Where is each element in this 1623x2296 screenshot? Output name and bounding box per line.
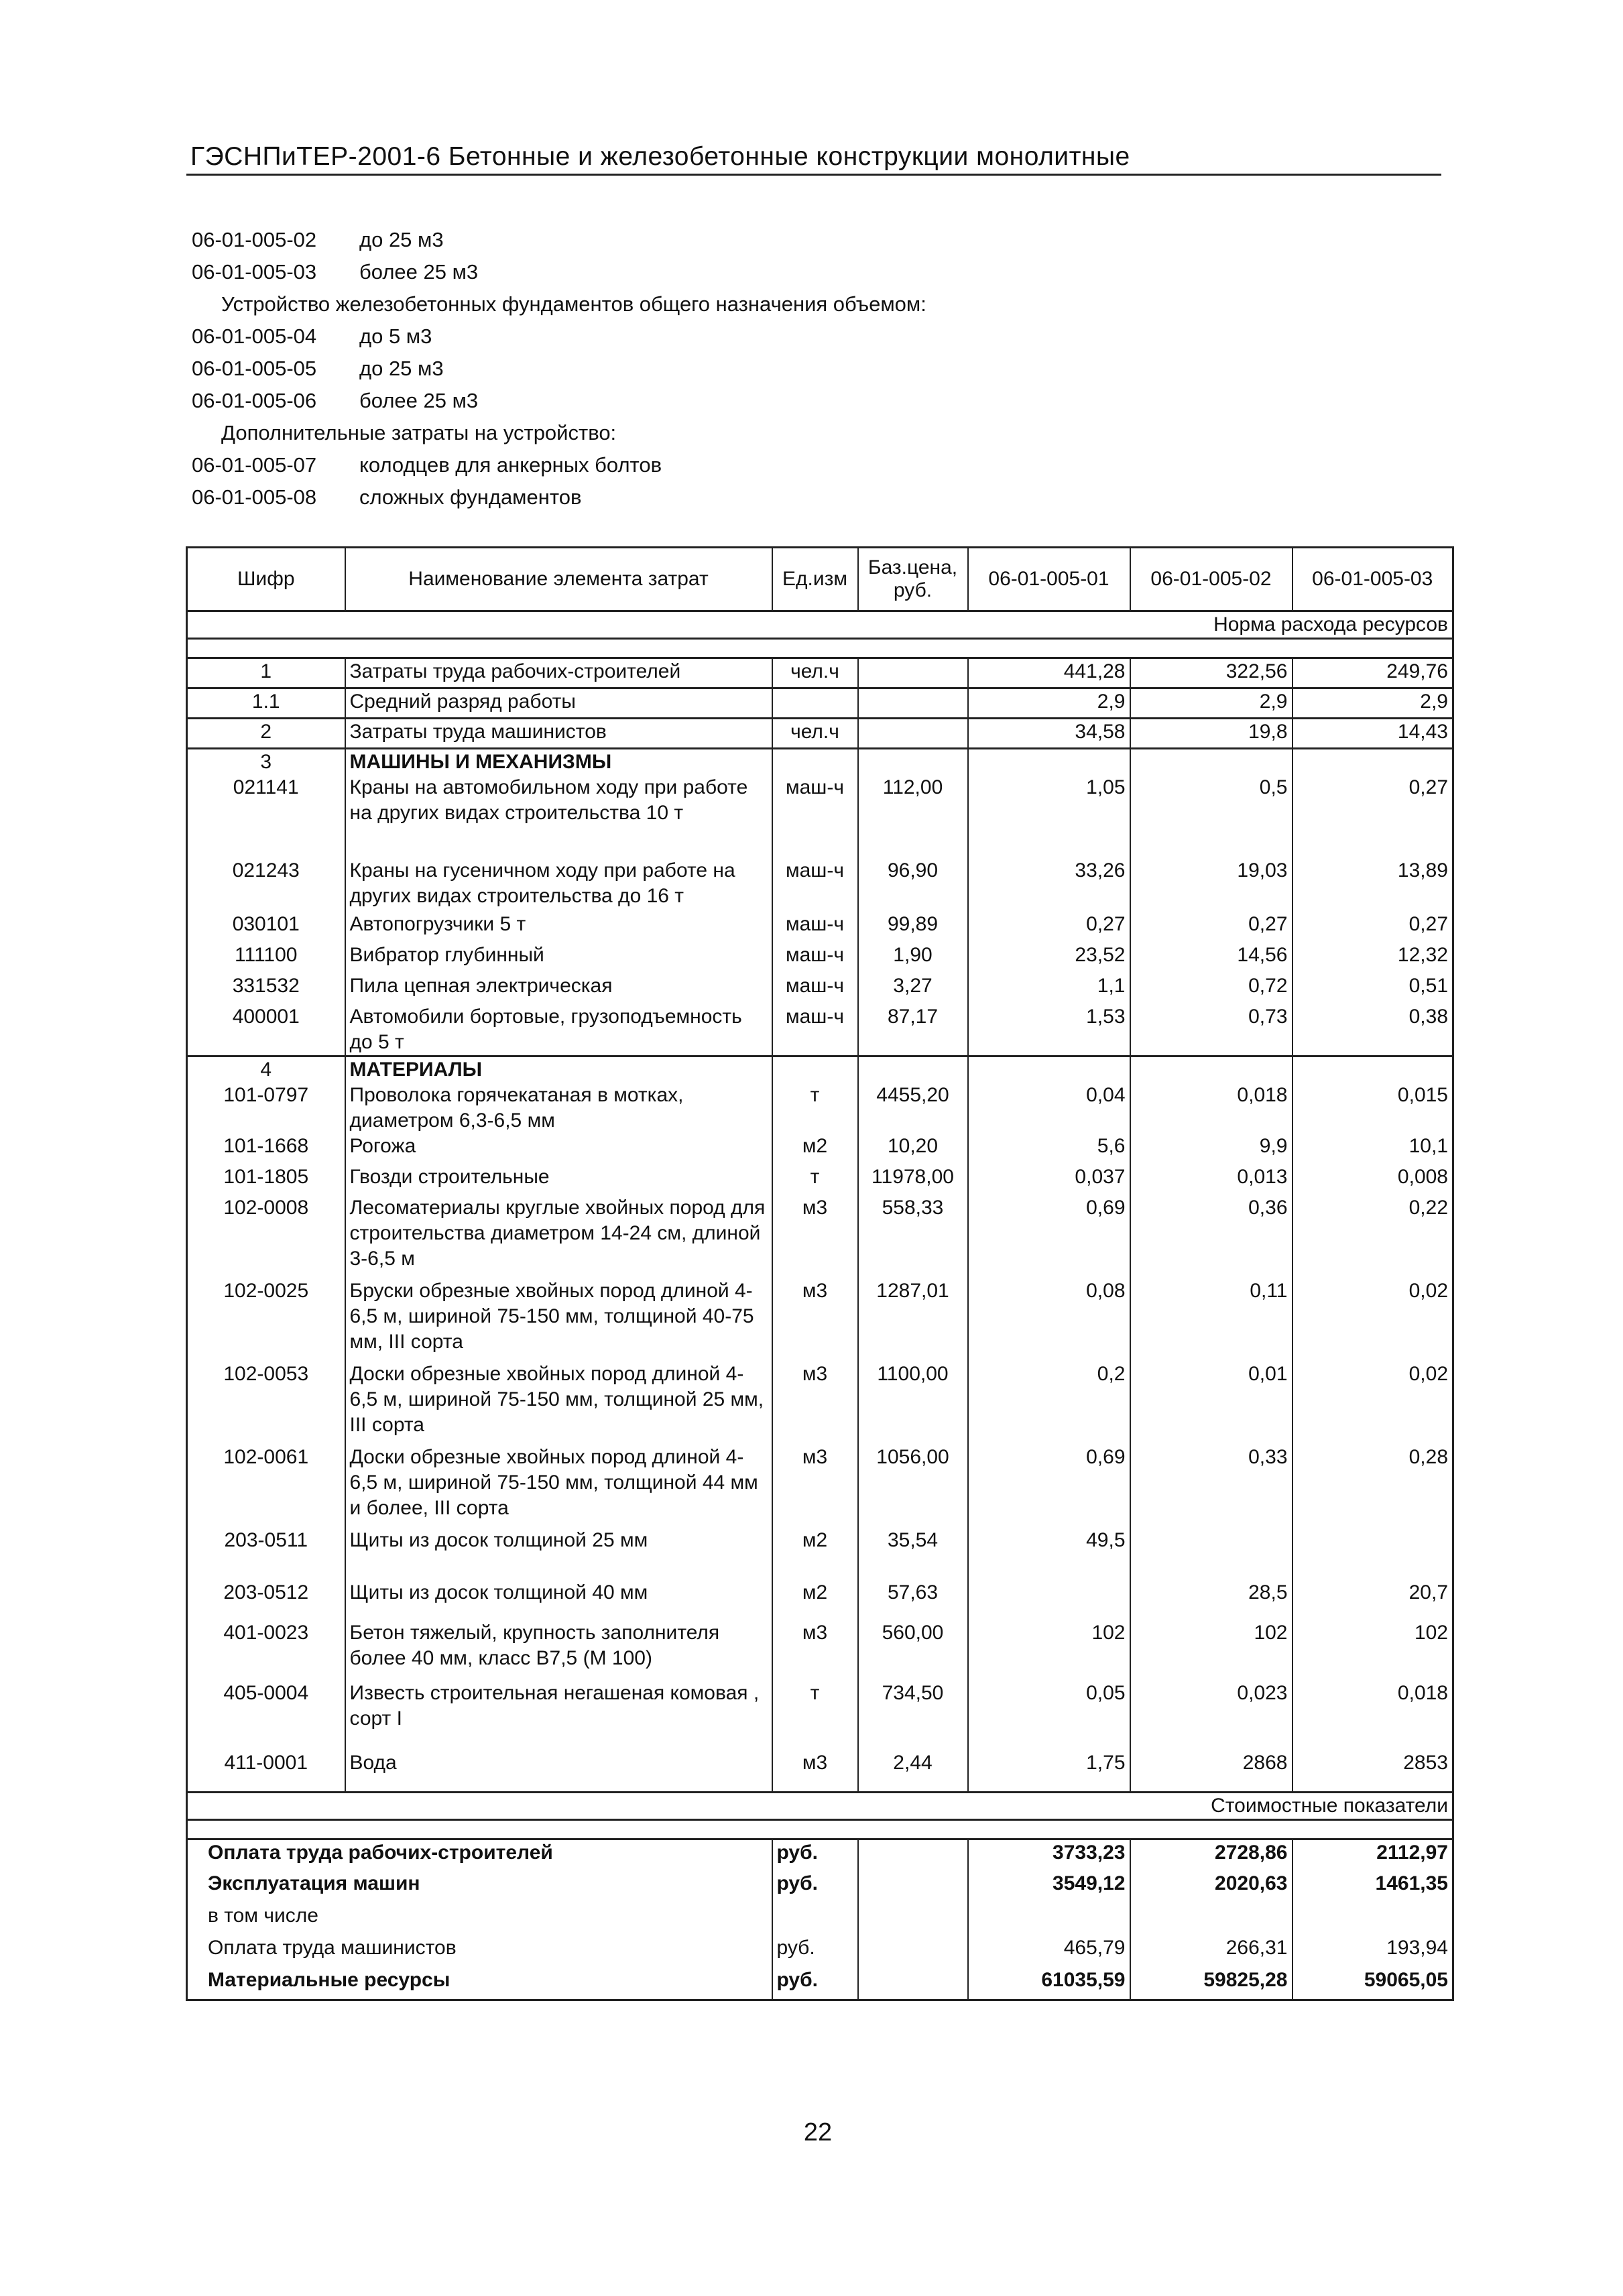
row-name: Вибратор глубинный <box>345 943 772 973</box>
row-value-3: 20,7 <box>1293 1580 1453 1620</box>
cost-row <box>187 1839 1453 1871</box>
row-price: 96,90 <box>858 858 968 912</box>
row-code: 102-0008 <box>187 1195 345 1278</box>
row-value-3: 12,32 <box>1293 943 1453 973</box>
row-name: Затраты труда машинистов <box>345 719 772 749</box>
row-value-2: 0,33 <box>1130 1445 1293 1528</box>
row-unit: чел.ч <box>772 658 858 688</box>
row-name: Краны на автомобильном ходу при работе на других видах строительства 10 т <box>345 775 772 858</box>
intro-description: более 25 м3 <box>359 389 479 412</box>
intro-code: 06-01-005-07 <box>192 453 317 477</box>
empty-cell <box>858 1056 968 1083</box>
empty-cell <box>858 1839 968 1871</box>
row-value-2: 0,01 <box>1130 1362 1293 1445</box>
row-price <box>858 688 968 719</box>
row-value-2: 9,9 <box>1130 1134 1293 1164</box>
row-name: Проволока горячекатаная в мотках, диаметром 6,3-6,5 мм <box>345 1083 772 1134</box>
section-title: МАШИНЫ И МЕХАНИЗМЫ <box>345 749 772 776</box>
row-value-1: 33,26 <box>968 858 1130 912</box>
material-row <box>187 1681 1453 1750</box>
row-value-2: 0,023 <box>1130 1681 1293 1750</box>
cost-name: Эксплуатация машин <box>187 1871 772 1903</box>
row-value-3: 0,22 <box>1293 1195 1453 1278</box>
row-value-2: 0,72 <box>1130 973 1293 1004</box>
empty-cell <box>968 1056 1130 1083</box>
intro-description: до 25 м3 <box>359 228 444 251</box>
row-value-3: 10,1 <box>1293 1134 1453 1164</box>
row-price: 87,17 <box>858 1004 968 1056</box>
intro-code: 06-01-005-04 <box>192 324 317 348</box>
row-code: 203-0511 <box>187 1528 345 1580</box>
cost-value-1: 61035,59 <box>968 1968 1130 2000</box>
header-col-1: 06-01-005-01 <box>968 548 1130 611</box>
row-name: Бетон тяжелый, крупность заполнителя более 40 мм, класс В7,5 (М 100) <box>345 1620 772 1681</box>
intro-code: 06-01-005-05 <box>192 357 317 380</box>
intro-description: сложных фундаментов <box>359 485 582 509</box>
row-unit: м3 <box>772 1195 858 1278</box>
row-value-2: 0,36 <box>1130 1195 1293 1278</box>
row-value-2: 322,56 <box>1130 658 1293 688</box>
empty-cell <box>772 749 858 776</box>
row-unit: м3 <box>772 1620 858 1681</box>
machine-row <box>187 943 1453 973</box>
header-name: Наименование элемента затрат <box>345 548 772 611</box>
row-code: 101-1668 <box>187 1134 345 1164</box>
row-code: 411-0001 <box>187 1750 345 1792</box>
cost-value-3: 2112,97 <box>1293 1839 1453 1871</box>
cost-value-3: 59065,05 <box>1293 1968 1453 2000</box>
intro-code: 06-01-005-08 <box>192 485 317 509</box>
row-price: 2,44 <box>858 1750 968 1792</box>
material-row <box>187 1362 1453 1445</box>
row-code: 102-0053 <box>187 1362 345 1445</box>
cost-value-2 <box>1130 1903 1293 1935</box>
row-value-1: 0,04 <box>968 1083 1130 1134</box>
row-name: Щиты из досок толщиной 40 мм <box>345 1580 772 1620</box>
row-name: Вода <box>345 1750 772 1792</box>
empty-cell <box>772 1056 858 1083</box>
row-unit: т <box>772 1164 858 1195</box>
row-unit: т <box>772 1681 858 1750</box>
cost-value-1: 3549,12 <box>968 1871 1130 1903</box>
cost-row <box>187 1935 1453 1968</box>
row-value-3: 0,008 <box>1293 1164 1453 1195</box>
machines-section-row <box>187 749 1453 776</box>
empty-cell <box>858 749 968 776</box>
header-unit: Ед.изм <box>772 548 858 611</box>
row-value-2 <box>1130 1528 1293 1580</box>
row-value-2: 102 <box>1130 1620 1293 1681</box>
row-price: 3,27 <box>858 973 968 1004</box>
row-unit: маш-ч <box>772 1004 858 1056</box>
labor-row <box>187 688 1453 719</box>
row-value-1: 441,28 <box>968 658 1130 688</box>
row-name: Гвозди строительные <box>345 1164 772 1195</box>
empty-cell <box>858 1935 968 1968</box>
cost-unit: руб. <box>772 1871 858 1903</box>
row-value-3: 2853 <box>1293 1750 1453 1792</box>
row-value-2: 19,03 <box>1130 858 1293 912</box>
empty-cell <box>858 1903 968 1935</box>
row-unit: чел.ч <box>772 719 858 749</box>
row-value-2: 28,5 <box>1130 1580 1293 1620</box>
row-code: 2 <box>187 719 345 749</box>
row-unit <box>772 688 858 719</box>
row-value-1: 0,69 <box>968 1445 1130 1528</box>
row-price <box>858 658 968 688</box>
row-unit: маш-ч <box>772 912 858 943</box>
cost-value-2: 59825,28 <box>1130 1968 1293 2000</box>
row-value-2: 0,018 <box>1130 1083 1293 1134</box>
cost-value-2: 2728,86 <box>1130 1839 1293 1871</box>
machine-row <box>187 973 1453 1004</box>
empty-cell <box>968 749 1130 776</box>
row-price: 99,89 <box>858 912 968 943</box>
row-value-1: 1,53 <box>968 1004 1130 1056</box>
row-price: 560,00 <box>858 1620 968 1681</box>
intro-code: 06-01-005-03 <box>192 260 317 284</box>
row-value-3: 0,02 <box>1293 1362 1453 1445</box>
material-row <box>187 1164 1453 1195</box>
row-value-3: 14,43 <box>1293 719 1453 749</box>
material-row <box>187 1278 1453 1362</box>
empty-cell <box>1130 1056 1293 1083</box>
empty-cell <box>1130 749 1293 776</box>
row-value-1 <box>968 1580 1130 1620</box>
row-price: 558,33 <box>858 1195 968 1278</box>
cost-value-3 <box>1293 1903 1453 1935</box>
machine-row <box>187 1004 1453 1056</box>
row-name: Затраты труда рабочих-строителей <box>345 658 772 688</box>
cost-value-2: 266,31 <box>1130 1935 1293 1968</box>
row-code: 021141 <box>187 775 345 858</box>
section-code: 3 <box>187 749 345 776</box>
row-price: 57,63 <box>858 1580 968 1620</box>
row-price: 10,20 <box>858 1134 968 1164</box>
labor-row <box>187 719 1453 749</box>
cost-value-3: 1461,35 <box>1293 1871 1453 1903</box>
material-row <box>187 1195 1453 1278</box>
header-code: Шифр <box>187 548 345 611</box>
row-unit: м2 <box>772 1528 858 1580</box>
row-code: 1.1 <box>187 688 345 719</box>
row-code: 400001 <box>187 1004 345 1056</box>
spacer-row <box>187 1819 1453 1839</box>
row-value-2: 14,56 <box>1130 943 1293 973</box>
intro-code: 06-01-005-06 <box>192 389 317 412</box>
cost-unit: руб. <box>772 1935 858 1968</box>
row-value-2: 2868 <box>1130 1750 1293 1792</box>
row-value-3: 0,27 <box>1293 775 1453 858</box>
header-divider <box>186 174 1441 176</box>
row-name: Автомобили бортовые, грузоподъемность до 5 т <box>345 1004 772 1056</box>
row-value-3 <box>1293 1528 1453 1580</box>
empty-cell <box>1293 749 1453 776</box>
cost-value-1 <box>968 1903 1130 1935</box>
spacer-cell <box>187 639 1453 658</box>
row-name: Доски обрезные хвойных пород длиной 4-6,5 м, шириной 75-150 мм, толщиной 25 мм, III сорта <box>345 1362 772 1445</box>
material-row <box>187 1445 1453 1528</box>
cost-label: Стоимостные показатели <box>187 1792 1453 1819</box>
row-value-1: 0,037 <box>968 1164 1130 1195</box>
document-header-title: ГЭСНПиТЕР-2001-6 Бетонные и железобетонные конструкции монолитные <box>190 142 1130 171</box>
spacer-row <box>187 639 1453 658</box>
row-code: 111100 <box>187 943 345 973</box>
row-unit: м3 <box>772 1445 858 1528</box>
row-value-3: 13,89 <box>1293 858 1453 912</box>
row-value-1: 2,9 <box>968 688 1130 719</box>
empty-cell <box>858 1968 968 2000</box>
row-value-1: 102 <box>968 1620 1130 1681</box>
row-price: 4455,20 <box>858 1083 968 1134</box>
row-unit: маш-ч <box>772 973 858 1004</box>
row-value-3: 102 <box>1293 1620 1453 1681</box>
table-body <box>187 611 1453 2000</box>
section-code: 4 <box>187 1056 345 1083</box>
section-title: МАТЕРИАЛЫ <box>345 1056 772 1083</box>
cost-name: Материальные ресурсы <box>187 1968 772 2000</box>
row-value-3: 0,28 <box>1293 1445 1453 1528</box>
resource-cost-table <box>186 546 1454 2001</box>
cost-row <box>187 1968 1453 2000</box>
row-value-1: 0,08 <box>968 1278 1130 1362</box>
cost-name: Оплата труда рабочих-строителей <box>187 1839 772 1871</box>
cost-row <box>187 1871 1453 1903</box>
header-col-2: 06-01-005-02 <box>1130 548 1293 611</box>
row-name: Бруски обрезные хвойных пород длиной 4-6,5 м, шириной 75-150 мм, толщиной 40-75 мм, III сорта <box>345 1278 772 1362</box>
row-value-1: 0,2 <box>968 1362 1130 1445</box>
cost-unit <box>772 1903 858 1935</box>
cost-name: в том числе <box>187 1903 772 1935</box>
row-unit: маш-ч <box>772 775 858 858</box>
norm-label-row <box>187 611 1453 639</box>
row-value-1: 1,05 <box>968 775 1130 858</box>
material-row <box>187 1134 1453 1164</box>
row-unit: маш-ч <box>772 858 858 912</box>
row-value-1: 23,52 <box>968 943 1130 973</box>
row-value-3: 2,9 <box>1293 688 1453 719</box>
row-price: 1056,00 <box>858 1445 968 1528</box>
row-code: 102-0061 <box>187 1445 345 1528</box>
row-name: Автопогрузчики 5 т <box>345 912 772 943</box>
spacer-cell <box>187 1819 1453 1839</box>
row-price <box>858 719 968 749</box>
row-value-3: 0,27 <box>1293 912 1453 943</box>
header-col-3: 06-01-005-03 <box>1293 548 1453 611</box>
row-value-3: 0,02 <box>1293 1278 1453 1362</box>
material-row <box>187 1750 1453 1792</box>
row-value-3: 0,015 <box>1293 1083 1453 1134</box>
table-header-row <box>187 548 1453 611</box>
material-row <box>187 1083 1453 1134</box>
machine-row <box>187 912 1453 943</box>
empty-cell <box>1293 1056 1453 1083</box>
row-value-2: 2,9 <box>1130 688 1293 719</box>
row-code: 203-0512 <box>187 1580 345 1620</box>
row-value-2: 0,013 <box>1130 1164 1293 1195</box>
row-name: Рогожа <box>345 1134 772 1164</box>
intro-description: Устройство железобетонных фундаментов общего назначения объемом: <box>221 292 926 316</box>
cost-name: Оплата труда машинистов <box>187 1935 772 1968</box>
row-name: Доски обрезные хвойных пород длиной 4-6,5 м, шириной 75-150 мм, толщиной 44 мм и более, III сорта <box>345 1445 772 1528</box>
row-value-3: 0,38 <box>1293 1004 1453 1056</box>
row-code: 1 <box>187 658 345 688</box>
intro-description: до 25 м3 <box>359 357 444 380</box>
row-value-1: 1,75 <box>968 1750 1130 1792</box>
material-row <box>187 1528 1453 1580</box>
row-unit: м3 <box>772 1278 858 1362</box>
row-code: 102-0025 <box>187 1278 345 1362</box>
intro-code: 06-01-005-02 <box>192 228 317 251</box>
row-price: 1,90 <box>858 943 968 973</box>
row-unit: м2 <box>772 1134 858 1164</box>
row-unit: м3 <box>772 1750 858 1792</box>
empty-cell <box>858 1871 968 1903</box>
norm-label: Норма расхода ресурсов <box>187 611 1453 639</box>
row-value-3: 0,51 <box>1293 973 1453 1004</box>
row-value-3: 249,76 <box>1293 658 1453 688</box>
cost-value-3: 193,94 <box>1293 1935 1453 1968</box>
row-unit: т <box>772 1083 858 1134</box>
machine-row <box>187 775 1453 858</box>
row-price: 11978,00 <box>858 1164 968 1195</box>
row-value-2: 0,73 <box>1130 1004 1293 1056</box>
row-value-1: 0,27 <box>968 912 1130 943</box>
row-code: 101-0797 <box>187 1083 345 1134</box>
materials-section-row <box>187 1056 1453 1083</box>
row-value-2: 0,27 <box>1130 912 1293 943</box>
cost-value-1: 3733,23 <box>968 1839 1130 1871</box>
row-name: Средний разряд работы <box>345 688 772 719</box>
row-value-2: 19,8 <box>1130 719 1293 749</box>
header-price: Баз.цена, руб. <box>858 548 968 611</box>
row-value-1: 0,05 <box>968 1681 1130 1750</box>
cost-value-1: 465,79 <box>968 1935 1130 1968</box>
cost-unit: руб. <box>772 1839 858 1871</box>
row-price: 1287,01 <box>858 1278 968 1362</box>
row-value-1: 34,58 <box>968 719 1130 749</box>
row-value-1: 1,1 <box>968 973 1130 1004</box>
intro-description: колодцев для анкерных болтов <box>359 453 662 477</box>
row-code: 101-1805 <box>187 1164 345 1195</box>
row-price: 734,50 <box>858 1681 968 1750</box>
intro-description: до 5 м3 <box>359 324 432 348</box>
row-unit: м2 <box>772 1580 858 1620</box>
machine-row <box>187 858 1453 912</box>
cost-value-2: 2020,63 <box>1130 1871 1293 1903</box>
row-code: 030101 <box>187 912 345 943</box>
row-name: Щиты из досок толщиной 25 мм <box>345 1528 772 1580</box>
intro-description: Дополнительные затраты на устройство: <box>221 421 617 444</box>
row-value-3: 0,018 <box>1293 1681 1453 1750</box>
row-code: 331532 <box>187 973 345 1004</box>
cost-row <box>187 1903 1453 1935</box>
row-code: 405-0004 <box>187 1681 345 1750</box>
row-price: 112,00 <box>858 775 968 858</box>
material-row <box>187 1580 1453 1620</box>
row-value-2: 0,11 <box>1130 1278 1293 1362</box>
row-price: 1100,00 <box>858 1362 968 1445</box>
row-value-2: 0,5 <box>1130 775 1293 858</box>
row-unit: маш-ч <box>772 943 858 973</box>
row-name: Пила цепная электрическая <box>345 973 772 1004</box>
row-name: Лесоматериалы круглые хвойных пород для строительства диаметром 14-24 см, длиной 3-6,5 м <box>345 1195 772 1278</box>
labor-row <box>187 658 1453 688</box>
material-row <box>187 1620 1453 1681</box>
row-value-1: 0,69 <box>968 1195 1130 1278</box>
intro-description: более 25 м3 <box>359 260 479 284</box>
row-price: 35,54 <box>858 1528 968 1580</box>
row-value-1: 49,5 <box>968 1528 1130 1580</box>
row-unit: м3 <box>772 1362 858 1445</box>
page-number: 22 <box>803 2118 833 2147</box>
cost-label-row <box>187 1792 1453 1819</box>
row-name: Известь строительная негашеная комовая , сорт I <box>345 1681 772 1750</box>
row-value-1: 5,6 <box>968 1134 1130 1164</box>
row-name: Краны на гусеничном ходу при работе на других видах строительства до 16 т <box>345 858 772 912</box>
cost-unit: руб. <box>772 1968 858 2000</box>
row-code: 401-0023 <box>187 1620 345 1681</box>
row-code: 021243 <box>187 858 345 912</box>
